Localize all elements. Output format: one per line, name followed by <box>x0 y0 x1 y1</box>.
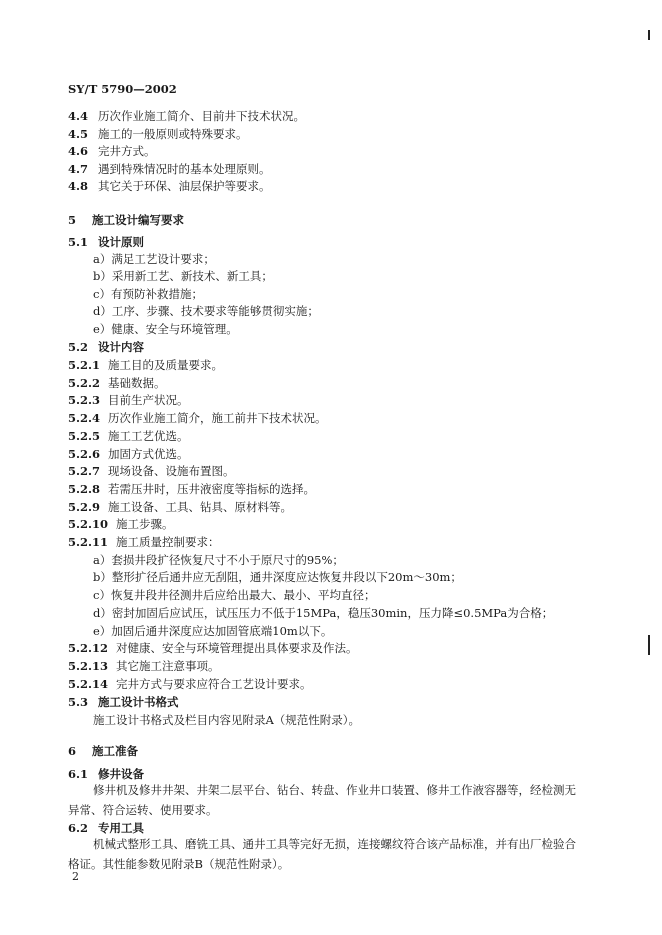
clause-number: 5.2.11 <box>68 535 109 549</box>
clause-text: 目前生产状况。 <box>108 393 189 407</box>
clause-text: c）恢复井段井径测井后应给出最大、最小、平均直径； <box>93 588 376 602</box>
clause-line <box>68 108 305 125</box>
clause-text: d）工序、步骤、技术要求等能够贯彻实施； <box>93 304 319 318</box>
section-heading <box>68 694 179 711</box>
clause-text: 施工目的及质量要求。 <box>108 358 223 372</box>
section-heading <box>68 766 144 783</box>
clause-text: 施工设计书格式及栏目内容见附录A（规范性附录）。 <box>93 713 361 727</box>
clause-line <box>68 640 358 657</box>
clause-line <box>68 856 289 873</box>
clause-number: 5.2.2 <box>68 376 101 390</box>
page-number: 2 <box>72 870 79 883</box>
clause-line <box>68 410 327 427</box>
clause-text: e）加固后通井深度应达加固管底端10m以下。 <box>93 624 333 638</box>
clause-text: 历次作业施工简介，施工前井下技术状况。 <box>108 411 327 425</box>
list-item <box>93 321 238 338</box>
section-heading <box>68 820 144 837</box>
chapter-heading <box>68 212 184 229</box>
clause-text: 现场设备、设施布置图。 <box>108 464 235 478</box>
clause-text: 专用工具 <box>98 821 144 835</box>
clause-number: 5.2.14 <box>68 677 109 691</box>
clause-text: 施工的一般原则或特殊要求。 <box>98 127 248 141</box>
clause-line <box>68 516 174 533</box>
clause-number: 5.2.8 <box>68 482 101 496</box>
clause-line <box>68 499 292 516</box>
scan-edge-mark <box>648 635 650 655</box>
clause-text: 完井方式。 <box>98 144 156 158</box>
clause-number: 5.2 <box>68 340 89 354</box>
clause-text: 其它关于环保、油层保护等要求。 <box>98 179 271 193</box>
clause-text: e）健康、安全与环境管理。 <box>93 322 238 336</box>
clause-line <box>93 712 360 729</box>
clause-text: 设计内容 <box>98 340 144 354</box>
clause-text: 遇到特殊情况时的基本处理原则。 <box>98 162 271 176</box>
standard-header: SY/T 5790—2002 <box>68 82 177 96</box>
clause-text: 施工设计书格式 <box>98 695 179 709</box>
clause-number: 6.2 <box>68 821 89 835</box>
clause-number: 4.7 <box>68 162 89 176</box>
list-item <box>93 605 553 622</box>
clause-number: 5.2.5 <box>68 429 101 443</box>
list-item <box>93 251 215 268</box>
list-item <box>93 552 344 569</box>
clause-line <box>68 481 315 498</box>
list-item <box>93 623 332 640</box>
clause-text: 施工准备 <box>92 744 138 758</box>
clause-number: 5.2.6 <box>68 447 101 461</box>
clause-line <box>68 658 220 675</box>
clause-text: 施工步骤。 <box>116 517 174 531</box>
clause-text: a）满足工艺设计要求； <box>93 252 215 266</box>
clause-number: 6.1 <box>68 767 89 781</box>
clause-text: 施工设计编写要求 <box>92 213 184 227</box>
list-item <box>93 268 273 285</box>
clause-number: 5.3 <box>68 695 89 709</box>
clause-text: 格证。其性能参数见附录B（规范性附录）。 <box>68 857 290 871</box>
list-item <box>93 286 203 303</box>
clause-line <box>68 802 218 819</box>
clause-number: 5.2.3 <box>68 393 101 407</box>
scan-edge-mark <box>648 30 650 40</box>
clause-text: 机械式整形工具、磨铣工具、通井工具等完好无损，连接螺纹符合该产品标准，并有出厂检验合 <box>93 837 576 851</box>
clause-number: 5.2.4 <box>68 411 101 425</box>
clause-text: 完井方式与要求应符合工艺设计要求。 <box>116 677 312 691</box>
clause-line <box>93 782 576 799</box>
clause-text: 设计原则 <box>98 235 144 249</box>
clause-text: b）采用新工艺、新技术、新工具； <box>93 269 273 283</box>
clause-text: 施工工艺优选。 <box>108 429 189 443</box>
clause-text: 其它施工注意事项。 <box>116 659 220 673</box>
clause-line <box>68 534 220 551</box>
clause-text: a）套损井段扩径恢复尺寸不小于原尺寸的95%； <box>93 553 344 567</box>
clause-line <box>68 143 156 160</box>
chapter-heading <box>68 743 138 760</box>
clause-text: b）整形扩径后通井应无刮阻，通井深度应达恢复井段以下20m～30m； <box>93 570 462 584</box>
clause-number: 4.6 <box>68 144 89 158</box>
clause-number: 4.5 <box>68 127 89 141</box>
clause-text: 基础数据。 <box>108 376 166 390</box>
clause-number: 5.2.1 <box>68 358 101 372</box>
clause-text: 若需压井时，压井液密度等指标的选择。 <box>108 482 315 496</box>
clause-number: 5.2.13 <box>68 659 109 673</box>
list-item <box>93 303 319 320</box>
clause-number: 4.4 <box>68 109 89 123</box>
clause-line <box>68 126 248 143</box>
clause-line <box>68 676 312 693</box>
clause-text: c）有预防补救措施； <box>93 287 203 301</box>
clause-text: 修井机及修井井架、井架二层平台、钻台、转盘、作业井口装置、修井工作液容器等，经检测无 <box>93 783 576 797</box>
clause-number: 5 <box>68 213 77 227</box>
clause-text: 历次作业施工简介、目前井下技术状况。 <box>98 109 305 123</box>
clause-line <box>68 357 223 374</box>
clause-line <box>68 392 189 409</box>
clause-text: 异常、符合运转、使用要求。 <box>68 803 218 817</box>
clause-number: 5.2.10 <box>68 517 109 531</box>
clause-text: 施工质量控制要求： <box>116 535 220 549</box>
clause-number: 5.2.12 <box>68 641 109 655</box>
clause-text: 施工设备、工具、钻具、原材料等。 <box>108 500 292 514</box>
clause-text: d）密封加固后应试压，试压压力不低于15MPa，稳压30min，压力降≤0.5MPa为合格； <box>93 606 554 620</box>
clause-number: 5.2.9 <box>68 500 101 514</box>
section-heading <box>68 234 144 251</box>
section-heading <box>68 339 144 356</box>
clause-line <box>68 375 166 392</box>
clause-text: 对健康、安全与环境管理提出具体要求及作法。 <box>116 641 358 655</box>
clause-line <box>68 161 271 178</box>
clause-line <box>93 836 576 853</box>
clause-text: 修井设备 <box>98 767 144 781</box>
clause-line <box>68 463 235 480</box>
list-item <box>93 587 375 604</box>
clause-line <box>68 428 189 445</box>
clause-text: 加固方式优选。 <box>108 447 189 461</box>
clause-number: 5.1 <box>68 235 89 249</box>
clause-number: 5.2.7 <box>68 464 101 478</box>
clause-number: 4.8 <box>68 179 89 193</box>
clause-line <box>68 178 271 195</box>
clause-number: 6 <box>68 744 77 758</box>
list-item <box>93 569 462 586</box>
clause-line <box>68 446 189 463</box>
